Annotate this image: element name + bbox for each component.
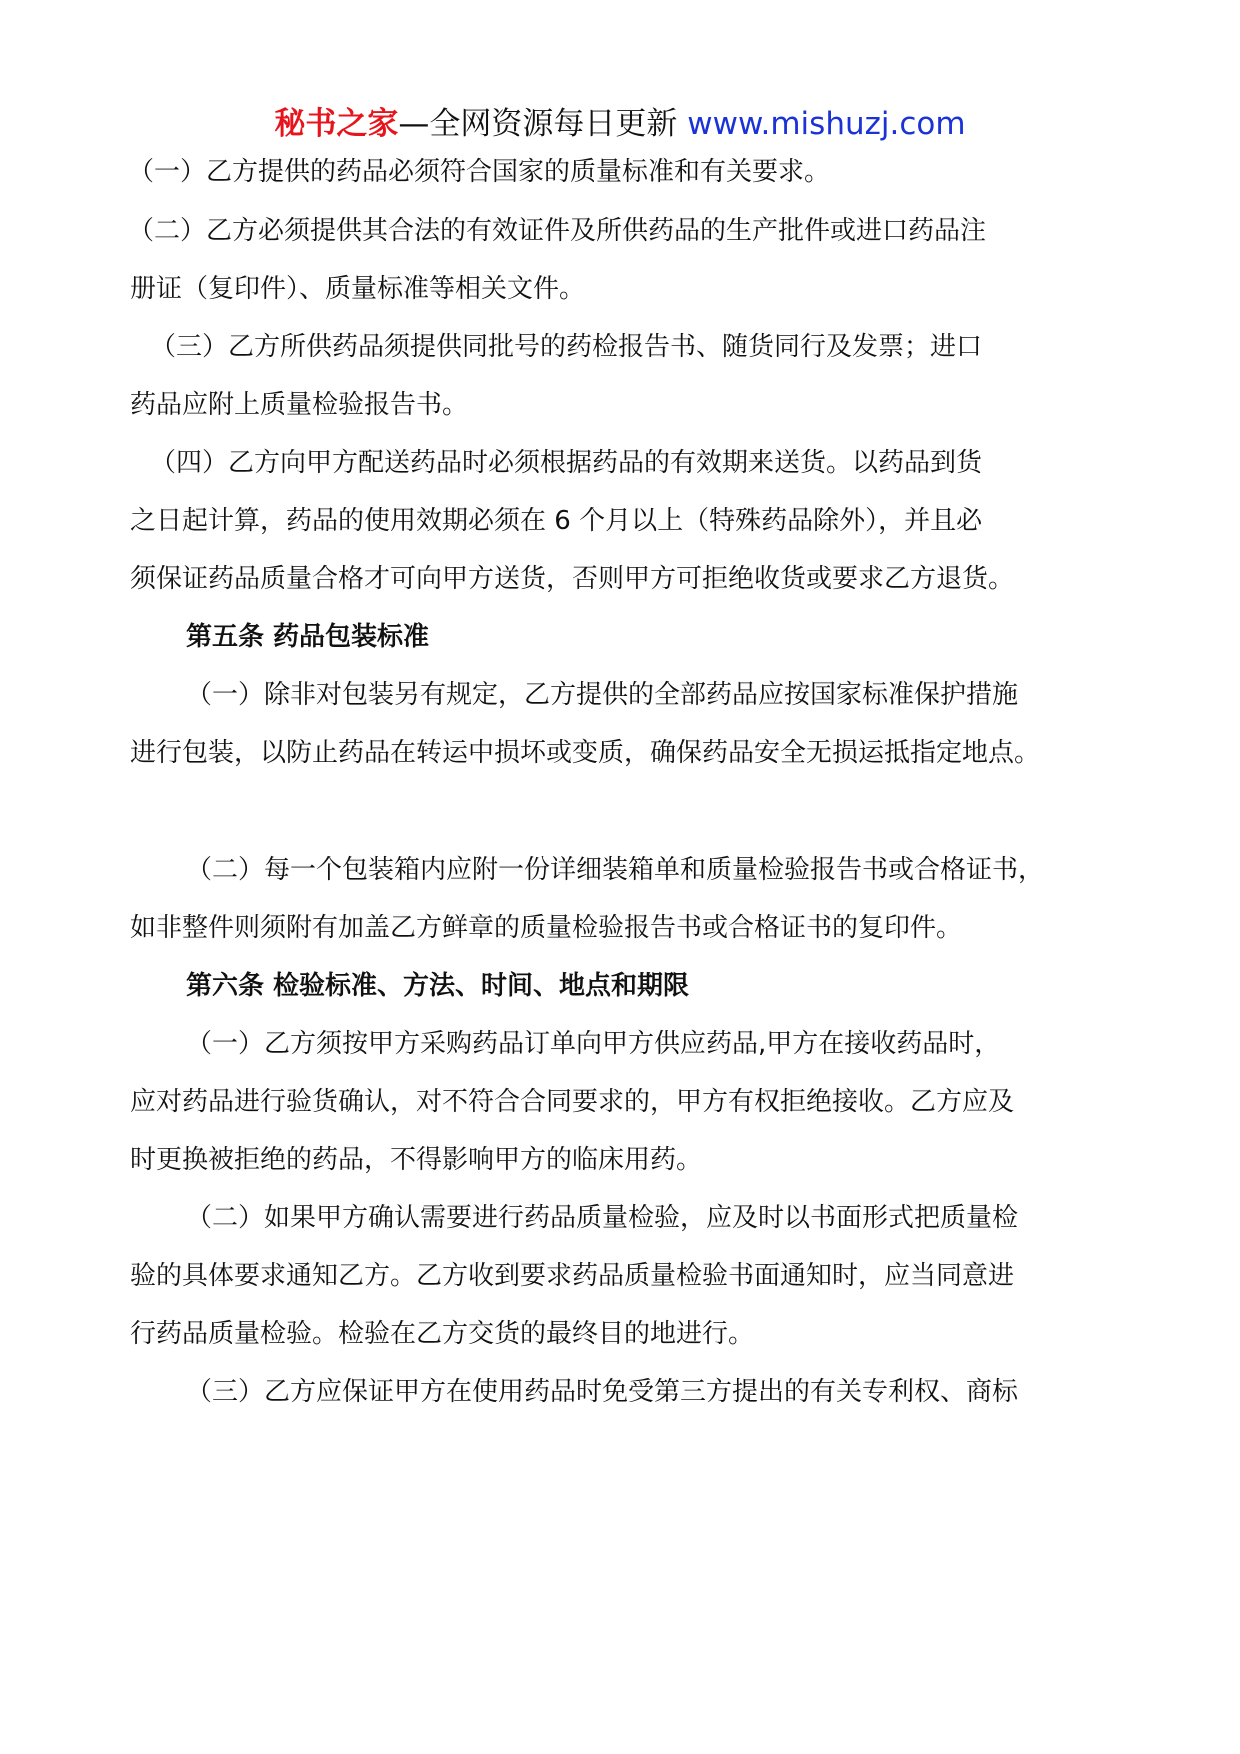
paragraph-line: 验的具体要求通知乙方。乙方收到要求药品质量检验书面通知时，应当同意进: [130, 1261, 1015, 1291]
paragraph-line: 进行包装，以防止药品在转运中损坏或变质，确保药品安全无损运抵指定地点。: [130, 738, 1041, 768]
site-header: [0, 104, 1240, 144]
paragraph-line: 册证（复印件）、质量标准等相关文件。: [130, 274, 586, 304]
section-heading-article-5: 第五条 药品包装标准: [186, 622, 430, 652]
site-url: www.mishuzj.com: [687, 106, 966, 142]
paragraph-line: （三）乙方应保证甲方在使用药品时免受第三方提出的有关专利权、商标: [186, 1377, 1019, 1407]
site-tagline: —全网资源每日更新: [398, 106, 688, 142]
paragraph-line: 如非整件则须附有加盖乙方鲜章的质量检验报告书或合格证书的复印件。: [130, 913, 963, 943]
paragraph-line: （一）乙方提供的药品必须符合国家的质量标准和有关要求。: [128, 157, 831, 187]
paragraph-line: 药品应附上质量检验报告书。: [130, 390, 469, 420]
paragraph-line: （二）如果甲方确认需要进行药品质量检验，应及时以书面形式把质量检: [186, 1203, 1019, 1233]
paragraph-line: （三）乙方所供药品须提供同批号的药检报告书、随货同行及发票；进口: [150, 332, 983, 362]
paragraph-line: 应对药品进行验货确认，对不符合合同要求的，甲方有权拒绝接收。乙方应及: [130, 1087, 1015, 1117]
paragraph-line: （四）乙方向甲方配送药品时必须根据药品的有效期来送货。以药品到货: [150, 448, 983, 478]
paragraph-line: 时更换被拒绝的药品，不得影响甲方的临床用药。: [130, 1145, 703, 1175]
paragraph-line: 行药品质量检验。检验在乙方交货的最终目的地进行。: [130, 1319, 755, 1349]
paragraph-line: （二）每一个包装箱内应附一份详细装箱单和质量检验报告书或合格证书，: [186, 855, 1045, 885]
paragraph-line: 之日起计算，药品的使用效期必须在 6 个月以上（特殊药品除外），并且必: [130, 506, 983, 536]
paragraph-line: （二）乙方必须提供其合法的有效证件及所供药品的生产批件或进口药品注: [128, 216, 987, 246]
paragraph-line: 须保证药品质量合格才可向甲方送货，否则甲方可拒绝收货或要求乙方退货。: [130, 564, 1015, 594]
section-heading-article-6: 第六条 检验标准、方法、时间、地点和期限: [186, 971, 690, 1001]
paragraph-line: （一）除非对包装另有规定，乙方提供的全部药品应按国家标准保护措施: [186, 680, 1019, 710]
paragraph-line: （一）乙方须按甲方采购药品订单向甲方供应药品,甲方在接收药品时，: [186, 1029, 1001, 1059]
brand-name: 秘书之家: [274, 106, 399, 142]
